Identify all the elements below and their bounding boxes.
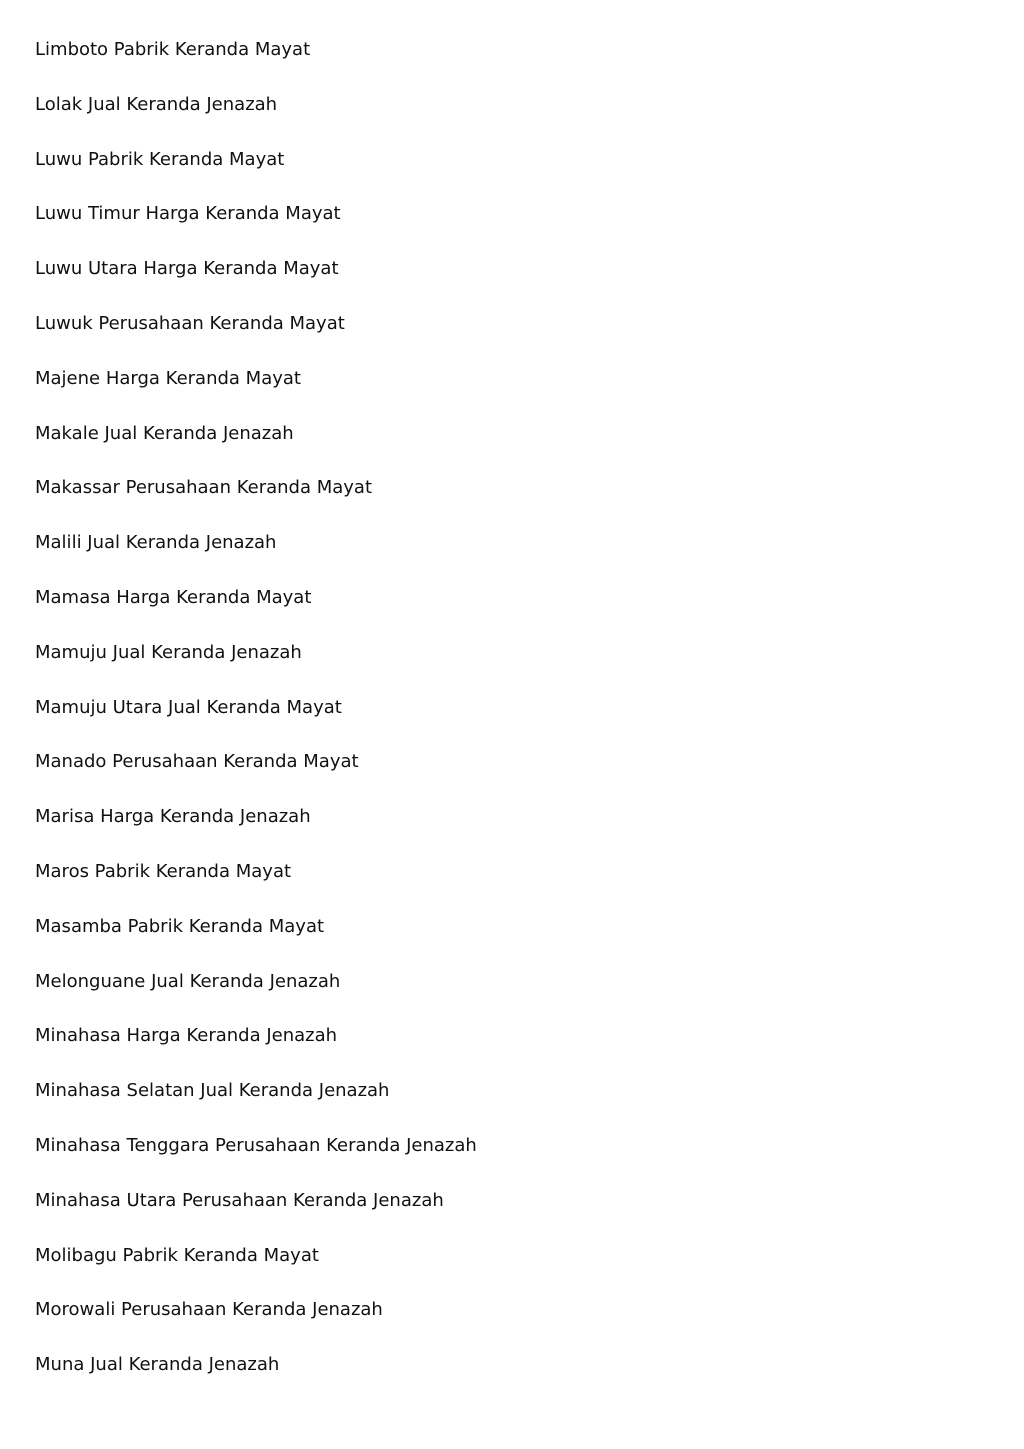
list-item: Luwu Utara Harga Keranda Mayat [35,258,339,280]
list-item: Mamuju Jual Keranda Jenazah [35,641,302,663]
list-item: Molibagu Pabrik Keranda Mayat [35,1244,319,1266]
list-item: Muna Jual Keranda Jenazah [35,1354,280,1376]
list-item: Majene Harga Keranda Mayat [35,367,301,389]
list-item: Marisa Harga Keranda Jenazah [35,806,311,828]
list-item: Manado Perusahaan Keranda Mayat [35,751,359,773]
list-item: Makassar Perusahaan Keranda Mayat [35,477,373,499]
list-item: Lolak Jual Keranda Jenazah [35,93,278,115]
list-item: Morowali Perusahaan Keranda Jenazah [35,1299,383,1321]
list-item: Masamba Pabrik Keranda Mayat [35,915,325,937]
list-item: Minahasa Selatan Jual Keranda Jenazah [35,1080,390,1102]
list-item: Melonguane Jual Keranda Jenazah [35,970,341,992]
list-item: Minahasa Harga Keranda Jenazah [35,1025,338,1047]
list-item: Minahasa Utara Perusahaan Keranda Jenazah [35,1189,444,1211]
list-item: Luwu Timur Harga Keranda Mayat [35,203,341,225]
list-item: Malili Jual Keranda Jenazah [35,532,277,554]
list-item: Maros Pabrik Keranda Mayat [35,860,292,882]
list-item: Mamasa Harga Keranda Mayat [35,586,312,608]
list-item: Makale Jual Keranda Jenazah [35,422,294,444]
list-item: Minahasa Tenggara Perusahaan Keranda Jenazah [35,1134,477,1156]
list-item: Mamuju Utara Jual Keranda Mayat [35,696,342,718]
list-item: Luwu Pabrik Keranda Mayat [35,148,285,170]
location-list [35,36,477,1406]
list-item: Limboto Pabrik Keranda Mayat [35,39,311,60]
list-item: Luwuk Perusahaan Keranda Mayat [35,312,345,334]
